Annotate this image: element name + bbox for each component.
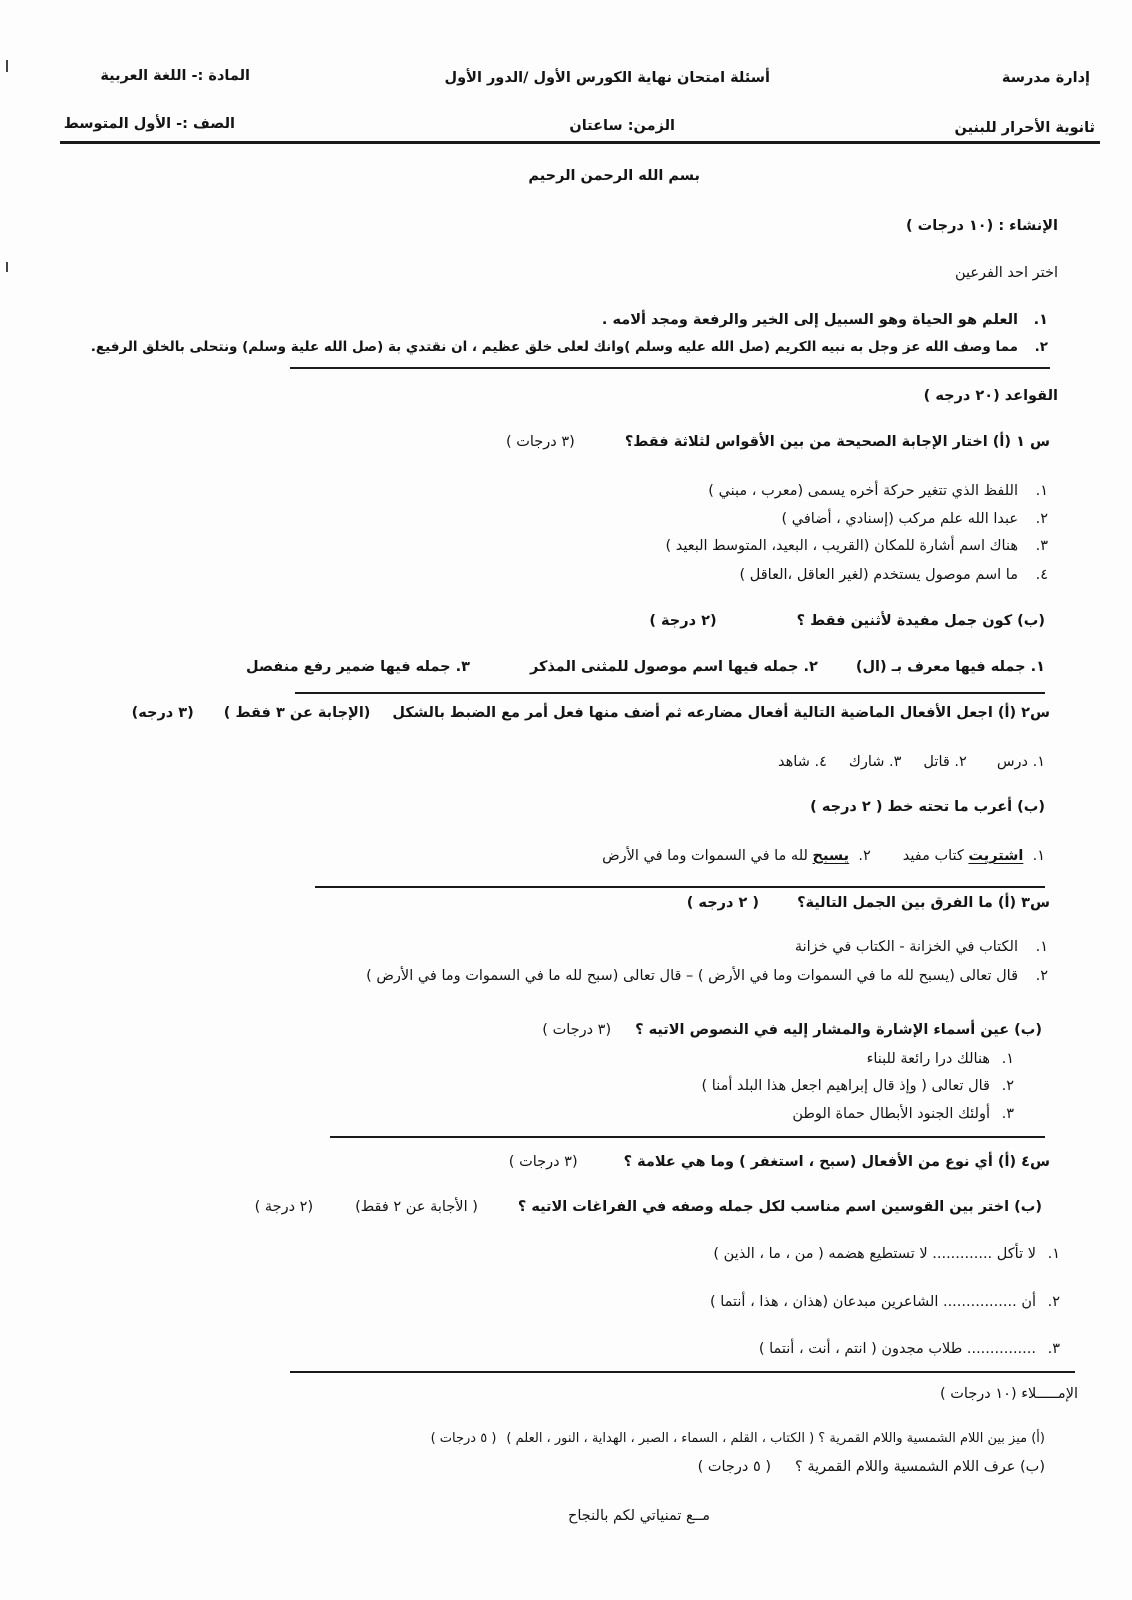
item-number: ٣. <box>1035 538 1048 554</box>
item-text: قال تعالى (يسبح لله ما في السموات وما في الأرض ) – قال تعالى (سبح لله ما في السموات وما في الأرض ) <box>366 968 1018 984</box>
sentence <box>903 846 1045 866</box>
underlined-word: يسبح <box>812 848 850 864</box>
item-text: مما وصف الله عز وجل به نبيه الكريم (صل الله عليه وسلم )وانك لعلى خلق عظيم ، ان نقتدي بة (صل الله علية وسلم) ونتحلى بالخلق الرفيع. <box>90 339 1018 355</box>
question-3b <box>542 1020 1042 1040</box>
question-2a <box>132 703 1050 723</box>
list-item <box>91 337 1048 357</box>
list-item <box>867 1049 1014 1069</box>
section-divider <box>330 1136 1045 1138</box>
item-number: ١. <box>1032 848 1045 864</box>
item-text: الكتاب في الخزانة - الكتاب في خزانة <box>794 939 1018 955</box>
item-text: أن ................ الشاعرين مبدعان (هذان ، هذا ، أنتما ) <box>709 1294 1036 1310</box>
basmala-text: بسم الله الرحمن الرحيم <box>528 168 700 184</box>
class-level-text: الصف :- الأول المتوسط <box>63 116 235 132</box>
verb-list <box>778 752 1045 772</box>
item-text: اللفظ الذي تتغير حركة أخره يسمى (معرب ، مبني ) <box>708 483 1018 499</box>
list-item <box>708 481 1048 501</box>
question-2b <box>810 797 1045 817</box>
item-number: ٢. <box>1001 1078 1014 1094</box>
closing-wish <box>568 1506 710 1526</box>
item-number: ١. <box>1035 483 1048 499</box>
task-item: ٢. جمله فيها اسم موصول للمثنى المذكر <box>529 659 818 675</box>
item-text: العلم هو الحياة وهو السبيل إلى الخير والرفعة ومجد ألامه . <box>601 312 1018 328</box>
list-item <box>781 509 1048 529</box>
exam-title-text: أسئلة امتحان نهاية الكورس الأول /الدور الأول <box>444 70 770 86</box>
section-divider <box>295 692 1045 694</box>
section-divider <box>290 1371 1075 1373</box>
composition-title <box>906 216 1058 236</box>
dictation-title-text: الإمـــــلاء (١٠ درجات ) <box>940 1386 1078 1402</box>
list-item <box>713 1244 1060 1264</box>
score-label: (٣ درجه) <box>131 705 194 721</box>
school-name <box>955 118 1095 138</box>
task-item: ١. جمله فيها معرف بـ (ال) <box>855 659 1045 675</box>
question-4a <box>509 1152 1050 1172</box>
verb-item: ٢. قاتل <box>923 754 967 770</box>
item-number: ٢. <box>1035 968 1048 984</box>
score-label: (٣ درجات ) <box>505 434 575 450</box>
question-text: (أ) ميز بين اللام الشمسية واللام القمرية ؟ ( الكتاب ، القلم ، السماء ، الصبر ، الهداية ، النور ، العلم ) <box>506 1431 1045 1446</box>
composition-instruction-text: اختر احد الفرعين <box>954 265 1058 281</box>
item-text: هناك اسم أشارة للمكان (القريب ، البعيد، المتوسط البعيد ) <box>665 538 1018 554</box>
subject-text: المادة :- اللغة العربية <box>100 68 250 84</box>
item-number: ٣. <box>1001 1106 1014 1122</box>
item-number: ٢. <box>1035 511 1048 527</box>
list-item <box>602 310 1048 330</box>
verb-item: ٣. شارك <box>848 754 902 770</box>
item-number: ٣. <box>1047 1341 1060 1357</box>
exam-title <box>445 68 770 88</box>
question-3a <box>687 893 1050 913</box>
question-1a <box>506 432 1050 452</box>
item-number: ١. <box>1047 1246 1060 1262</box>
section-divider <box>315 886 1045 888</box>
question-text: (ب) عرف اللام الشمسية واللام القمرية ؟ <box>795 1459 1045 1475</box>
section-divider <box>290 367 1050 369</box>
score-label: (٣ درجات ) <box>542 1022 612 1038</box>
score-label: (٢ درجة ) <box>254 1199 314 1215</box>
score-label: (٣ درجات ) <box>508 1154 578 1170</box>
question-text: (ب) أعرب ما تحته خط ( ٢ درجه ) <box>810 799 1045 815</box>
item-number: ٢. <box>858 848 871 864</box>
question-4b <box>255 1197 1042 1217</box>
question-text: س٤ (أ) أي نوع من الأفعال (سبح ، استغفر ) وما هي علامة ؟ <box>623 1154 1050 1170</box>
question-1b <box>649 611 1045 631</box>
verb-item: ١. درس <box>996 754 1045 770</box>
item-number: ٢. <box>1034 339 1048 355</box>
question-text: (ب) عين أسماء الإشارة والمشار إليه في النصوص الاتيه ؟ <box>635 1022 1042 1038</box>
sentence-rest: كتاب مفيد <box>902 848 969 864</box>
list-item <box>759 1339 1060 1359</box>
grammar-title <box>924 386 1058 406</box>
parsing-sentences <box>602 846 1045 866</box>
task-item: ٣. جمله فيها ضمير رفع منفصل <box>246 659 470 675</box>
dictation-question-b <box>698 1457 1045 1477</box>
sentence-tasks <box>246 657 1045 677</box>
question-text: س٣ (أ) ما الفرق بين الجمل التالية؟ <box>797 895 1050 911</box>
question-text: س ١ (أ) اختار الإجابة الصحيحة من بين الأقواس لثلاثة فقط؟ <box>624 434 1050 450</box>
composition-title-text: الإنشاء : (١٠ درجات ) <box>905 218 1058 234</box>
list-item <box>792 1104 1014 1124</box>
dictation-question-a <box>431 1429 1045 1449</box>
list-item <box>665 536 1048 556</box>
item-number: ١. <box>1001 1051 1014 1067</box>
sentence-rest: لله ما في السموات وما في الأرض <box>602 848 813 864</box>
class-level <box>64 114 235 134</box>
score-label: ( ٥ درجات ) <box>430 1431 497 1446</box>
composition-instruction <box>955 263 1058 283</box>
school-name-text: ثانوية الأحرار للبنين <box>954 120 1095 136</box>
score-label: ( ٢ درجه ) <box>686 895 760 911</box>
basmala <box>528 166 700 186</box>
list-item <box>710 1292 1060 1312</box>
item-number: ١. <box>1033 312 1048 328</box>
list-item <box>795 937 1048 957</box>
scan-mark <box>6 262 8 272</box>
dictation-title <box>940 1384 1078 1404</box>
question-text: (ب) كون جمل مفيدة لأثنين فقط ؟ <box>796 613 1045 629</box>
list-item <box>702 1076 1014 1096</box>
header-divider <box>60 141 1100 144</box>
item-number: ١. <box>1035 939 1048 955</box>
question-text: س٢ (أ) اجعل الأفعال الماضية التالية أفعال مضارعه ثم أضف منها فعل أمر مع الضبط بالشكل <box>392 705 1050 721</box>
scan-mark <box>6 60 8 72</box>
question-text: (ب) اختر بين القوسين اسم مناسب لكل جمله وصفه في الفراغات الاتيه ؟ <box>517 1199 1042 1215</box>
score-label: (٢ درجة ) <box>649 613 717 629</box>
item-text: ما اسم موصول يستخدم (لغير العاقل ،العاقل ) <box>739 567 1018 583</box>
exam-time <box>569 116 675 136</box>
exam-time-text: الزمن: ساعتان <box>569 118 675 134</box>
score-label: ( ٥ درجات ) <box>697 1459 772 1475</box>
item-text: عبدا الله علم مركب (إسنادي ، أضافي ) <box>781 511 1018 527</box>
list-item <box>366 966 1048 986</box>
school-admin <box>1002 68 1090 88</box>
grammar-title-text: القواعد (٢٠ درجه ) <box>923 388 1058 404</box>
sentence <box>602 846 871 866</box>
item-number: ٤. <box>1035 567 1048 583</box>
school-admin-text: إدارة مدرسة <box>1001 70 1090 86</box>
answer-note: ( الأجابة عن ٢ فقط) <box>355 1199 478 1215</box>
underlined-word: اشتريت <box>968 848 1024 864</box>
item-text: هنالك درا رائعة للبناء <box>866 1051 990 1067</box>
closing-text: مــع تمنياتي لكم بالنجاح <box>568 1508 710 1524</box>
item-number: ٢. <box>1047 1294 1060 1310</box>
item-text: أولئك الجنود الأبطال حماة الوطن <box>792 1106 990 1122</box>
subject <box>100 66 250 86</box>
item-text: لا تأكل ............. لا تستطيع هضمه ( من ، ما ، الذين ) <box>713 1246 1036 1262</box>
verb-item: ٤. شاهد <box>778 754 827 770</box>
list-item <box>740 565 1049 585</box>
item-text: ............... طلاب مجدون ( انتم ، أنت ، أنتما ) <box>758 1341 1036 1357</box>
answer-note: (الإجابة عن ٣ فقط ) <box>223 705 371 721</box>
item-text: قال تعالى ( وإذ قال إبراهيم اجعل هذا البلد أمنا ) <box>701 1078 990 1094</box>
